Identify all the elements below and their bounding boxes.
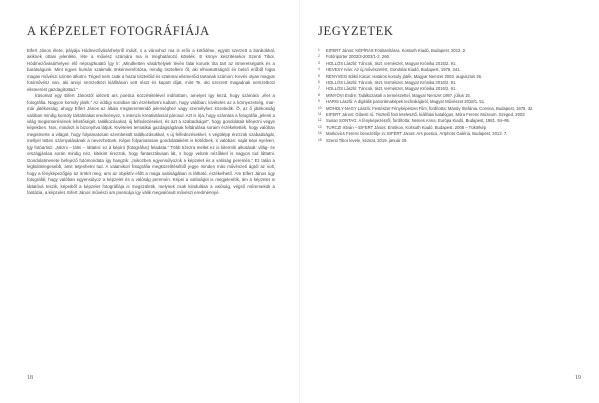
note-text: EIFERT János: Gibesti rú. Tisztelő fotó letelesztő, kiállítási katalógus, Móra Ferenc Múzeum, Szeged, 2003 [326, 112, 525, 118]
note-text: Szenti Tibor levele, kézirat, 2019. január 29. [326, 137, 408, 143]
note-text: HEVESY Iván: Az új művészetért, Gondolat Kiadó, Budapest, 1979. 341. [326, 67, 461, 73]
note-item [318, 138, 580, 144]
note-number: 13 [318, 124, 322, 129]
note-text: EIFERT János: KÉPÍRÁS Fotótanításra, Kossuth Kiadó, Budapest, 2012. 2. [326, 48, 467, 53]
note-number: 1 [318, 48, 320, 52]
chapter-title: A KÉPZELET FOTOGRÁFIÁJA [27, 24, 210, 38]
note-number: 9 [318, 99, 320, 104]
note-text: RENYVESI Ildikó Katus: Határos komoly játék, Magyar Nemzet 2003. augusztus 26. [326, 73, 483, 79]
note-text: Markovics Ferenc bevezetője in: EIFERT János: Ars poetica, Artphoto Galéria, Budapest, 2013. 7. [326, 131, 508, 137]
left-page [0, 0, 299, 403]
note-text: MOHOLY-NAGY László: Festészet Fényképészet Film, fordította: Mándy Stefánia, Corvina, Budapest, 1978. 32. [326, 105, 534, 111]
notes-list [318, 48, 580, 144]
note-number: 15 [318, 137, 322, 142]
note-text: Susan SONTAG: A fényképezésről, fordította: Nemes Anna, Európa Kiadó, Budapest, 1981. 94–95. [326, 118, 511, 124]
note-text: HOLLÓS László: Táncok, tiszt, természet, Magyar Krónika 2016/2. 91. [326, 80, 457, 86]
note-number: 4 [318, 67, 320, 72]
note-text: HARIS László: A digitális panorámaképek technikájáról, Magyar Művészet 2018/1. 51. [326, 99, 486, 105]
note-number: 10 [318, 105, 322, 110]
body-text [27, 48, 275, 196]
notes-title: JEGYZETEK [318, 24, 394, 38]
note-text: MINYÓVI Endre: Találkozások a természettel, Magyar Nemzet 1997. július 15. [326, 92, 471, 98]
note-text: TURCZI István – EIFERT János: Erotikon, Kossuth Kiadó, Budapest, 2008 – Tükörkép [326, 124, 487, 130]
note-text: Fotóriporter 2003/3-2003/1-2. 266. [326, 54, 391, 60]
right-page [300, 0, 599, 403]
note-number: 12 [318, 118, 322, 123]
note-number: 11 [318, 112, 322, 117]
note-number: 7 [318, 86, 320, 91]
page-number-right: 19 [575, 375, 581, 381]
note-number: 2 [318, 54, 320, 59]
note-number: 8 [318, 92, 320, 97]
note-number: 14 [318, 131, 322, 136]
note-text: HOLLÓS László: Táncok, tiszt, természet, Magyar Krónika 2016/2. 91. [326, 86, 457, 92]
note-text: HOLLÓS László: Táncok, tiszt, természet, Magyar Krónika 2016/2. 91. [326, 60, 457, 66]
note-number: 5 [318, 73, 320, 78]
note-number: 3 [318, 60, 320, 65]
paragraph: Eifert János élete, pályája Hódmezővásárhelyről indult, s a városhoz ma is erős a kötődése, együtt szerzett a barátokkal, akiknek ottani jelenléte, léte a művész számára ma is meghatározó kötelék. E könyv készítésekor Szenti Tibor, Hódmezővásárhelyen élő néprajzkutató így ír: „Mindketten vásárhelyiek lévén falai korunk óta tart az ismeretségünk és a barátságunk. Mint egyes humán szakmák önkénnemfotósa, mindig tiszteltem őt, aki elhivatottságról és belső erőből fogta magas művészi szintre alkotni. Téged nem csak a hazai tisztelőid és szakmai elismerőid tartanak számon. Kevés olyan magyar fotóművész van, aki annyi nemzetközi kiállításon vett részt és kapott díjat, mint Te, aki szerzett magadnak nemzetközi elismerést gazdagítottad.” [27, 48, 275, 92]
page-number-left: 18 [27, 375, 33, 381]
note-number: 6 [318, 80, 320, 85]
paragraph: Írásomat egy Eifert Jánostól idézett ars poetica közzétételével indítottam, amelyet így kezd, hogy számára „élet a fotográfia. Nagyon komoly játék.” Az eddigi soraiban tán érzékeltetni tudtam, hogy valóban: kivételes az a környezetség, mar-már játékosság, ahogy Eifert János az általa megteremtendő jelenséghez vagy személyhez közeledik. Ő, az ő játékosság valóban mindig komoly tartalmakat eredményez, s intenzív kreativitással párosul. Azt is írja, hogy számára a fotográfia „jelenti a világ megismerésének lehetőségét, találkozásokat, új felfedezéseket, és azt a szabadságot”, hogy gondolatait kifejezni vegye képekben. Nos, mindezt is bizonyítva látjuk. Kivételes tematikai gazdagságának feltárulása soraim érzékeltették, hogy valóban megismerte a világot, hogy folyamatosan szembesült találkozásokkal, s új felfedezésekkel, s végülépp érezzük szabadságát, mellyel tetten szárnyalásának a nevezhetünk. Képei folyamatosan gondolataiként is kötődnek, s valóban: saját képi nyelven. Így fotóartisz: „Nézni – látni – láttatni: ez a képíró (fotográfus) feladata.” Több tízezra mellet ez is kitermíti alkotását: világ- és országjárása során mindig néz, kitekint érezzük, hogy fantasztikusan lát, s hogy velünk nézőkkel is nagyon tud láttatni. Gondolatmenete befejező fotómondata így hangzik: „mikozben egyensúlyozok a képzelet és a valóság peremén.” Ez talán a legkülönlegesebb, amit tetjeshetni tud. A valamikori fotográfia megközelítéséből jegye minden más művészeti ágtól az volt, hogy a fényképezőgép az örökít meg, ami az objektív előtt a maga valóságában is látható, érzékelhető. Am Eifert János úgy fotografál, hogy valóban egyensúlyoz a képzelet és a valóság peremén. Képei a valóságot is megjelenítik, ám a képzelet is láttatóvá teszik, képeiből a képzelet fotográfiája is megszületik, melynek csak kiindulása a valóság, végső műremekük a fantázia, a képzelet. Eifert János művészi ars poeticája így válik megvalósult művészi eredménnyé. [27, 93, 275, 195]
